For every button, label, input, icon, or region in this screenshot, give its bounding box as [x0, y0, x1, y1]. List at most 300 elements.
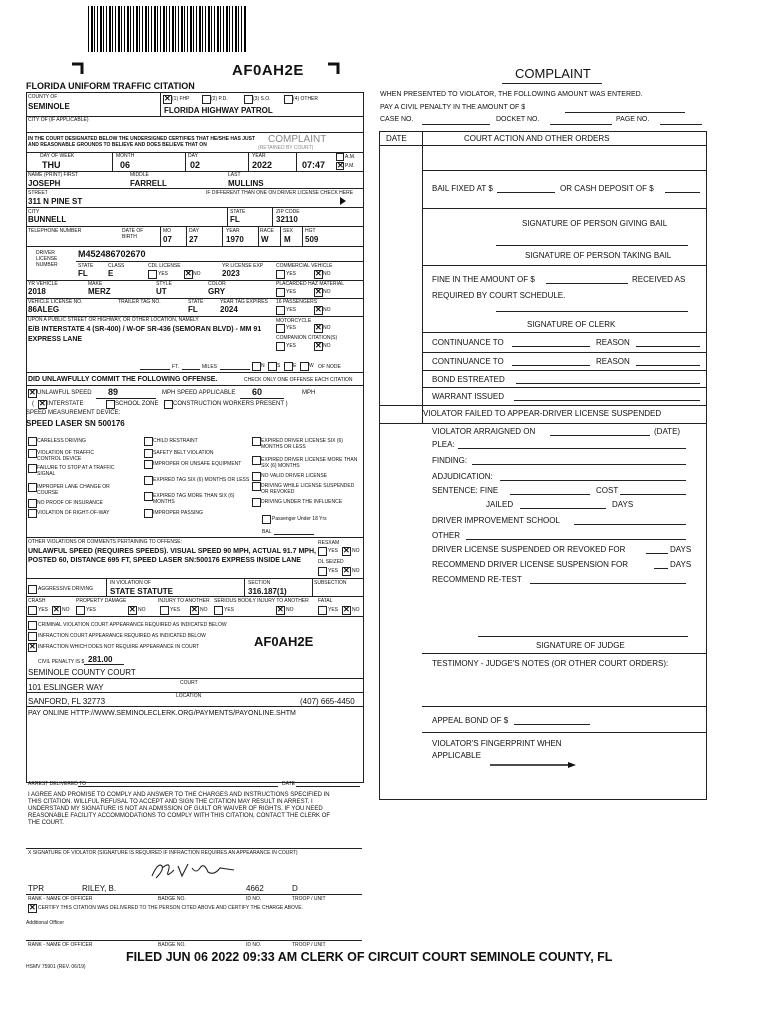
page-no-label: PAGE NO.	[616, 116, 650, 123]
motorcycle-no-checkbox[interactable]	[314, 324, 323, 333]
col1-checkbox-5[interactable]	[28, 509, 37, 518]
col3-checkbox-1[interactable]	[252, 456, 261, 465]
corner-mark-right	[328, 62, 340, 74]
signature-line-9	[496, 311, 688, 312]
property-no-checkbox[interactable]	[128, 606, 137, 615]
passengers-no-label: NO	[323, 307, 331, 313]
ft-label: FT.	[172, 364, 179, 370]
am-checkbox[interactable]	[336, 153, 344, 161]
date-paren-label: (DATE)	[654, 427, 681, 436]
arrow-right-icon	[339, 196, 347, 206]
col1-checkbox-2[interactable]	[28, 464, 37, 473]
testimony-label: TESTIMONY - JUDGE'S NOTES (OR OTHER COURT ORDERS):	[432, 659, 669, 668]
section-label: SECTION	[248, 580, 271, 586]
infraction-not-required-checkbox[interactable]	[28, 643, 37, 652]
day-value: 02	[190, 160, 201, 170]
agency-other-checkbox[interactable]	[284, 95, 293, 104]
col2-label-4: EXPIRED TAG MORE THAN SIX (6) MONTHS	[153, 493, 235, 505]
passengers-yes-label: YES	[286, 307, 297, 313]
passenger-under-18-label: Passenger Under 18 Yrs	[272, 516, 327, 522]
fatal-label: FATAL	[318, 598, 333, 604]
passengers-label: 16 PASSENGERS	[276, 299, 318, 305]
dl-suspended-label: DRIVER LICENSE SUSPENDED OR REVOKED FOR	[432, 545, 626, 554]
court-action-panel	[379, 131, 707, 800]
dob-day: 27	[189, 235, 198, 244]
sig-giving-bail-label: SIGNATURE OF PERSON GIVING BAIL	[522, 219, 668, 228]
vehicle-year-label: YR VEHICLE	[28, 281, 58, 287]
street-value: 311 N PINE ST	[28, 197, 83, 206]
aggressive-label: AGGRESSIVE DRIVING	[38, 586, 94, 592]
failed-appear-label: VIOLATOR FAILED TO APPEAR-DRIVER LICENSE SUSPENDED	[423, 409, 662, 418]
col2-checkbox-1[interactable]	[144, 449, 153, 458]
civil-penalty-label: CIVIL PENALTY IS $	[38, 659, 85, 665]
other-violations-label: OTHER VIOLATIONS OR COMMENTS PERTAINING TO OFFENSE:	[28, 539, 182, 545]
col1-label-5: VIOLATION OF RIGHT-OF-WAY	[37, 510, 110, 516]
dir-w-checkbox[interactable]	[300, 362, 309, 371]
tag-exp-label: YEAR TAG EXPIRES	[220, 299, 268, 305]
property-yes-label: YES	[86, 607, 97, 613]
dl-number: M452486702670	[78, 249, 146, 259]
injury-no-label: NO	[200, 607, 208, 613]
month-value: 06	[120, 160, 131, 170]
officer-rank: TPR	[28, 884, 44, 893]
telephone-label: TELEPHONE NUMBER	[28, 228, 82, 234]
reexam-no-label: NO	[352, 548, 360, 554]
time-value: 07:47	[302, 160, 326, 170]
officer-badge: 4662	[246, 884, 264, 893]
cdl-yes-label: YES	[158, 271, 169, 277]
blank-line-22-0	[550, 435, 650, 436]
court-address: 101 ESLINGER WAY	[28, 683, 104, 692]
signature-line-33	[478, 636, 688, 637]
aggressive-checkbox[interactable]	[28, 585, 37, 594]
date-column-header: DATE	[386, 134, 407, 143]
agency-pd-checkbox[interactable]	[202, 95, 211, 104]
col2-label-3: EXPIRED TAG SIX (6) MONTHS OR LESS	[153, 477, 250, 483]
when-presented-text: WHEN PRESENTED TO VIOLATOR, THE FOLLOWING AMOUNT WAS ENTERED.	[380, 91, 643, 98]
dl-state: FL	[78, 269, 88, 278]
col3-label-1: EXPIRED DRIVER LICENSE MORE THAN SIX (6) MONTHS	[261, 457, 358, 469]
city-of-label: CITY OF (IF APPLICABLE)	[28, 117, 89, 123]
form-number: HSMV 75901 (REV. 06/19)	[26, 964, 86, 970]
city-label: CITY	[28, 209, 40, 215]
recommend-suspension-label: RECOMMEND DRIVER LICENSE SUSPENSION FOR	[432, 560, 629, 569]
dob-year-label: YEAR	[226, 228, 240, 234]
blank-line-24-0	[472, 464, 686, 465]
agency-value: FLORIDA HIGHWAY PATROL	[164, 106, 273, 115]
form-title: FLORIDA UNIFORM TRAFFIC CITATION	[26, 81, 195, 91]
passenger-under-18-checkbox[interactable]	[262, 515, 271, 524]
blank-line-26-1	[620, 494, 686, 495]
col2-label-0: CHILD RESTRAINT	[153, 438, 198, 444]
recommend-retest-label: RECOMMEND RE-TEST	[432, 575, 522, 584]
col1-checkbox-0[interactable]	[28, 437, 37, 446]
dob-day-label: DAY	[189, 228, 199, 234]
dow-label: DAY OF WEEK	[40, 153, 75, 159]
sex-value: M	[284, 235, 291, 244]
col3-checkbox-3[interactable]	[252, 482, 261, 491]
case-no-label: CASE NO.	[380, 116, 414, 123]
height-value: 509	[305, 235, 319, 244]
cdl-no-checkbox[interactable]	[184, 270, 193, 279]
blank-line-38-0	[514, 724, 590, 725]
class-value: E	[108, 269, 114, 278]
school-zone-checkbox[interactable]	[106, 400, 115, 409]
companion-no-label: NO	[323, 343, 331, 349]
col2-label-1: SAFETY BELT VIOLATION	[153, 450, 214, 456]
col1-checkbox-4[interactable]	[28, 499, 37, 508]
complaint-title: COMPLAINT	[515, 66, 591, 81]
passengers-no-checkbox[interactable]	[314, 306, 323, 315]
construction-label: CONSTRUCTION WORKERS PRESENT )	[173, 401, 288, 407]
cdl-yes-checkbox[interactable]	[148, 270, 157, 279]
school-zone-label: SCHOOL ZONE	[115, 401, 159, 407]
blank-line-16-0	[516, 383, 700, 384]
col3-checkbox-4[interactable]	[252, 498, 261, 507]
criminal-label: CRIMINAL VIOLATION COURT APPEARANCE REQUIRED AS INDICATED BELOW	[38, 622, 227, 628]
companion-yes-checkbox[interactable]	[276, 342, 285, 351]
unlawful-speed-label: UNLAWFUL SPEED	[37, 390, 92, 396]
plea-label: PLEA:	[432, 440, 455, 449]
dl-seized-label: DL SEIZED	[318, 559, 344, 565]
dob-year: 1970	[226, 235, 244, 244]
dob-month: 07	[163, 235, 172, 244]
col2-checkbox-4[interactable]	[144, 492, 153, 501]
agency-option-so: (3) S.O.	[253, 96, 271, 102]
serious-injury-label: SERIOUS BODILY INJURY TO ANOTHER	[214, 598, 309, 604]
tag-exp-value: 2024	[220, 305, 238, 314]
reason-label-1: REASON	[596, 338, 630, 347]
blank-line-25-0	[500, 480, 686, 481]
month-label: MONTH	[116, 153, 135, 159]
add-rank-name-label: RANK - NAME OF OFFICER	[28, 942, 93, 948]
complaint-stamp: COMPLAINT	[268, 134, 327, 145]
reexam-yes-label: YES	[328, 548, 339, 554]
days-label: DAYS	[612, 500, 634, 509]
right-full-rule-21	[379, 423, 706, 424]
right-full-rule-19	[379, 405, 706, 406]
serious-no-checkbox[interactable]	[276, 606, 285, 615]
rank-name-label: RANK - NAME OF OFFICER	[28, 896, 93, 902]
pm-checkbox[interactable]	[336, 162, 344, 170]
crash-no-checkbox[interactable]	[52, 606, 61, 615]
blank-line-32-0	[530, 583, 686, 584]
blank-line-14-0	[512, 365, 590, 366]
troop-label: TROOP / UNIT	[292, 896, 326, 902]
col3-label-4: DRIVING UNDER THE INFLUENCE	[261, 499, 343, 505]
tag-value: 86ALEG	[28, 305, 60, 314]
col2-checkbox-3[interactable]	[144, 476, 153, 485]
height-label: HGT	[305, 228, 316, 234]
right-rule-13	[422, 352, 706, 353]
bail-fixed-label: BAIL FIXED AT $	[432, 184, 493, 193]
col2-checkbox-0[interactable]	[144, 437, 153, 446]
motorcycle-yes-checkbox[interactable]	[276, 324, 285, 333]
dir-e-checkbox[interactable]	[284, 362, 293, 371]
injury-yes-checkbox[interactable]	[160, 606, 169, 615]
blank-line-30-0	[646, 553, 668, 554]
filed-stamp: FILED JUN 06 2022 09:33 AM CLERK OF CIRCUIT COURT SEMINOLE COUNTY, FL	[126, 950, 613, 964]
day-label: DAY	[188, 153, 198, 159]
trailer-label: TRAILER TAG NO.	[118, 299, 161, 305]
arraigned-label: VIOLATOR ARRAIGNED ON	[432, 427, 536, 436]
fingerprint-label: VIOLATOR'S FINGERPRINT WHEN APPLICABLE	[432, 739, 562, 760]
commercial-yes-label: YES	[286, 271, 297, 277]
right-rule-17	[422, 387, 706, 388]
fatal-yes-checkbox[interactable]	[318, 606, 327, 615]
blank-line-29-0	[466, 539, 686, 540]
court-location-label: LOCATION	[176, 693, 202, 699]
interstate-checkbox[interactable]	[38, 400, 47, 409]
device-label: SPEED MEASUREMENT DEVICE:	[26, 410, 121, 416]
tag-state-label: STATE	[188, 299, 204, 305]
cdl-no-label: NO	[193, 271, 201, 277]
right-rule-2	[422, 208, 706, 209]
col2-checkbox-2[interactable]	[144, 460, 153, 469]
right-rule-35	[422, 653, 706, 654]
address-diff-label: IF DIFFERENT THAN ONE ON DRIVER LICENSE CHECK HERE	[206, 190, 354, 196]
middle-label: MIDDLE	[130, 172, 149, 178]
motorcycle-no-label: NO	[323, 325, 331, 331]
dob-month-label: MO	[163, 228, 172, 234]
officer-signature	[148, 858, 238, 882]
blank-line-23-0	[458, 448, 686, 449]
agency-option-other: (4) OTHER	[293, 96, 318, 102]
blank-line-27-0	[520, 508, 606, 509]
hazmat-yes-checkbox[interactable]	[276, 288, 285, 297]
reexam-yes-checkbox[interactable]	[318, 547, 327, 556]
certify-checkbox[interactable]	[28, 904, 37, 913]
make-label: MAKE	[88, 281, 103, 287]
county-label: COUNTY OF	[28, 94, 58, 100]
commercial-no-label: NO	[323, 271, 331, 277]
court-name: SEMINOLE COUNTY COURT	[28, 668, 136, 677]
retained-stamp: (RETAINED BY COURT)	[258, 145, 314, 151]
add-id-label: ID NO.	[246, 942, 262, 948]
property-yes-checkbox[interactable]	[76, 606, 85, 615]
add-troop-label: TROOP / UNIT	[292, 942, 326, 948]
col3-label-2: NO VALID DRIVER LICENSE	[261, 473, 328, 479]
col3-checkbox-0[interactable]	[252, 437, 261, 446]
blank-line-1-0	[497, 192, 555, 193]
days-label-3: DAYS	[670, 560, 692, 569]
agency-option-pd: (2) P.D.	[211, 96, 228, 102]
sentence-fine-label: SENTENCE: FINE	[432, 486, 499, 495]
hazmat-no-checkbox[interactable]	[314, 288, 323, 297]
injury-label: INJURY TO ANOTHER	[158, 598, 210, 604]
days-label-2: DAYS	[670, 545, 692, 554]
color-label: COLOR	[208, 281, 226, 287]
hazmat-label: PLACARDED HAZ MATERIAL	[276, 281, 344, 287]
infraction-required-checkbox[interactable]	[28, 632, 37, 641]
infraction-not-required-label: INFRACTION WHICH DOES NOT REQUIRE APPEARANCE IN COURT	[38, 644, 200, 650]
sig-clerk-label: SIGNATURE OF CLERK	[527, 320, 616, 329]
blank-line-12-1	[636, 346, 700, 347]
col3-label-0: EXPIRED DRIVER LICENSE SIX (6) MONTHS OR LESS	[261, 438, 343, 450]
fatal-no-label: NO	[352, 607, 360, 613]
blank-line-18-0	[514, 400, 700, 401]
right-rule-37	[422, 706, 706, 707]
col3-label-3: DRIVING WHILE LICENSE SUSPENDED OR REVOKED	[261, 483, 355, 495]
first-name: JOSEPH	[28, 179, 61, 188]
right-rule-11	[422, 332, 706, 333]
dir-s-checkbox[interactable]	[268, 362, 277, 371]
offense-title: DID UNLAWFULLY COMMIT THE FOLLOWING OFFENSE.	[28, 376, 218, 383]
street-label: STREET	[28, 190, 48, 196]
appeal-bond-label: APPEAL BOND OF $	[432, 716, 509, 725]
col1-checkbox-3[interactable]	[28, 483, 37, 492]
crash-label: CRASH	[28, 598, 46, 604]
additional-officer-label: Additional Officer	[26, 920, 64, 926]
name-label: NAME (PRINT) FIRST	[28, 172, 78, 178]
tag-label: VEHICLE LICENSE NO.	[28, 299, 83, 305]
blank-line-14-1	[636, 365, 700, 366]
civil-penalty-value: 281.00	[88, 655, 113, 664]
mph-label: MPH	[302, 390, 316, 396]
class-label: CLASS	[108, 263, 125, 269]
am-label: A.M.	[345, 154, 356, 160]
arrest-label: ARREST DELIVERED TO	[28, 781, 87, 787]
race-label: RACE	[260, 228, 274, 234]
reexam-no-checkbox[interactable]	[342, 547, 351, 556]
style-value: UT	[156, 287, 167, 296]
check-only-label: CHECK ONLY ONE OFFENSE EACH CITATION	[244, 377, 353, 383]
crash-yes-checkbox[interactable]	[28, 606, 37, 615]
injury-yes-label: YES	[170, 607, 181, 613]
fine-amount-label: FINE IN THE AMOUNT OF $	[432, 275, 535, 284]
cash-deposit-label: OR CASH DEPOSIT OF $	[560, 184, 654, 193]
race-value: W	[261, 235, 269, 244]
in-violation-label: IN VIOLATION OF	[110, 580, 152, 586]
dl-seized-yes-checkbox[interactable]	[318, 567, 327, 576]
blank-line-26-0	[510, 494, 590, 495]
section-value: 316.187(1)	[248, 587, 287, 596]
crash-yes-label: YES	[38, 607, 49, 613]
companion-no-checkbox[interactable]	[314, 342, 323, 351]
hazmat-yes-label: YES	[286, 289, 297, 295]
pay-online-link[interactable]: PAY ONLINE HTTP://WWW.SEMINOLECLERK.ORG/PAYMENTS/PAYONLINE.SHTM	[28, 710, 296, 717]
col3-checkbox-2[interactable]	[252, 472, 261, 481]
dir-s-label: S	[277, 363, 281, 369]
dl-seized-no-checkbox[interactable]	[342, 567, 351, 576]
docket-no-label: DOCKET NO.	[496, 116, 540, 123]
col2-checkbox-5[interactable]	[144, 509, 153, 518]
signature-line-4	[496, 245, 688, 246]
serious-no-label: NO	[286, 607, 294, 613]
reason-label-2: REASON	[596, 357, 630, 366]
injury-no-checkbox[interactable]	[190, 606, 199, 615]
fatal-yes-label: YES	[328, 607, 339, 613]
zip-label: ZIP CODE	[276, 209, 300, 215]
right-rule-15	[422, 370, 706, 371]
actual-speed: 89	[108, 387, 119, 397]
col1-checkbox-1[interactable]	[28, 449, 37, 458]
citation-number-repeat: AF0AH2E	[254, 634, 314, 649]
reexam-label: RESXAM	[318, 540, 340, 546]
col2-label-2: IMPROPER OR UNSAFE EQUIPMENT	[153, 461, 242, 467]
driver-improvement-label: DRIVER IMPROVEMENT SCHOOL	[432, 516, 560, 525]
col1-label-1: VIOLATION OF TRAFFIC CONTROL DEVICE	[37, 450, 95, 462]
right-rule-0	[422, 170, 706, 171]
col2-label-5: IMPROPER PASSING	[153, 510, 203, 516]
dir-n-checkbox[interactable]	[252, 362, 261, 371]
continuance-to-label-2: CONTINUANCE TO	[432, 357, 504, 366]
id-label: ID NO.	[246, 896, 262, 902]
violator-signature-label[interactable]: X SIGNATURE OF VIOLATOR (SIGNATURE IS REQUIRED IF INFRACTION REQUIRES AN APPEARANCE IN COURT)	[28, 850, 298, 856]
blank-line-1-1	[665, 192, 700, 193]
blank-line-7-0	[546, 283, 628, 284]
speed-limit: 60	[252, 387, 263, 397]
passengers-yes-checkbox[interactable]	[276, 306, 285, 315]
bond-estreated-label: BOND ESTREATED	[432, 375, 505, 384]
court-label: COURT	[180, 680, 198, 686]
blank-line-28-0	[574, 524, 686, 525]
last-name: MULLINS	[228, 179, 264, 188]
court-city: SANFORD, FL 32773	[28, 697, 106, 706]
zip-value: 32110	[276, 215, 298, 224]
arrow-right-icon	[490, 755, 576, 761]
commercial-yes-checkbox[interactable]	[276, 270, 285, 279]
finding-label: FINDING:	[432, 456, 468, 465]
make-value: MERZ	[88, 287, 111, 296]
dob-label: DATE OF BIRTH	[122, 228, 144, 240]
officer-troop: D	[292, 884, 298, 893]
license-exp-value: 2023	[222, 269, 240, 278]
location-value: E/B INTERSTATE 4 (SR-400) / W-OF SR-436 (SEMORAN BLVD) - MM 91 EXPRESS LANE	[28, 326, 262, 343]
of-node-label: OF NODE	[318, 364, 341, 370]
property-no-label: NO	[138, 607, 146, 613]
location-label: UPON A PUBLIC STREET OR HIGHWAY, OR OTHER LOCATION, NAMELY	[28, 317, 199, 323]
unlawful-speed-checkbox[interactable]	[28, 389, 37, 398]
agency-fhp-checkbox[interactable]	[163, 95, 172, 104]
last-label: LAST	[228, 172, 241, 178]
criminal-checkbox[interactable]	[28, 621, 37, 630]
bal-label: BAL	[262, 529, 272, 535]
dow-value: THU	[42, 160, 61, 170]
other-label: OTHER	[432, 531, 460, 540]
companion-yes-label: YES	[286, 343, 297, 349]
dir-w-label: W	[309, 363, 314, 369]
continuance-to-label-1: CONTINUANCE TO	[432, 338, 504, 347]
construction-checkbox[interactable]	[164, 400, 173, 409]
agency-so-checkbox[interactable]	[244, 95, 253, 104]
adjudication-label: ADJUDICATION:	[432, 472, 493, 481]
received-as-label: RECEIVED AS	[632, 275, 686, 284]
sig-judge-label: SIGNATURE OF JUDGE	[536, 641, 625, 650]
certify-label: CERTIFY THIS CITATION WAS DELIVERED TO THE PERSON CITED ABOVE AND CERTIFY THE CHARGE ABOVE.	[38, 905, 303, 911]
fatal-no-checkbox[interactable]	[342, 606, 351, 615]
col1-label-4: NO PROOF OF INSURANCE	[37, 500, 103, 506]
speed-applicable-label: MPH SPEED APPLICABLE	[162, 390, 236, 396]
cdl-label: CDL LICENSE	[148, 263, 181, 269]
license-exp-label: YR LICENSE EXP	[222, 263, 264, 269]
add-badge-label: BADGE NO.	[158, 942, 186, 948]
tag-state: FL	[188, 305, 198, 314]
city-value: BUNNELL	[28, 215, 67, 224]
sig-taking-bail-label: SIGNATURE OF PERSON TAKING BAIL	[525, 251, 672, 260]
serious-yes-checkbox[interactable]	[214, 606, 223, 615]
col1-label-3: IMPROPER LANE CHANGE OR COURSE	[37, 484, 110, 496]
barcode	[88, 6, 246, 52]
color-value: GRY	[208, 287, 226, 296]
hazmat-no-label: NO	[323, 289, 331, 295]
jailed-label: JAILED	[486, 500, 514, 509]
property-damage-label: PROPERTY DAMAGE	[76, 598, 127, 604]
right-rule-39	[422, 732, 706, 733]
commercial-label: COMMERCIAL VEHICLE	[276, 263, 333, 269]
badge-label: BADGE NO.	[158, 896, 186, 902]
commercial-no-checkbox[interactable]	[314, 270, 323, 279]
